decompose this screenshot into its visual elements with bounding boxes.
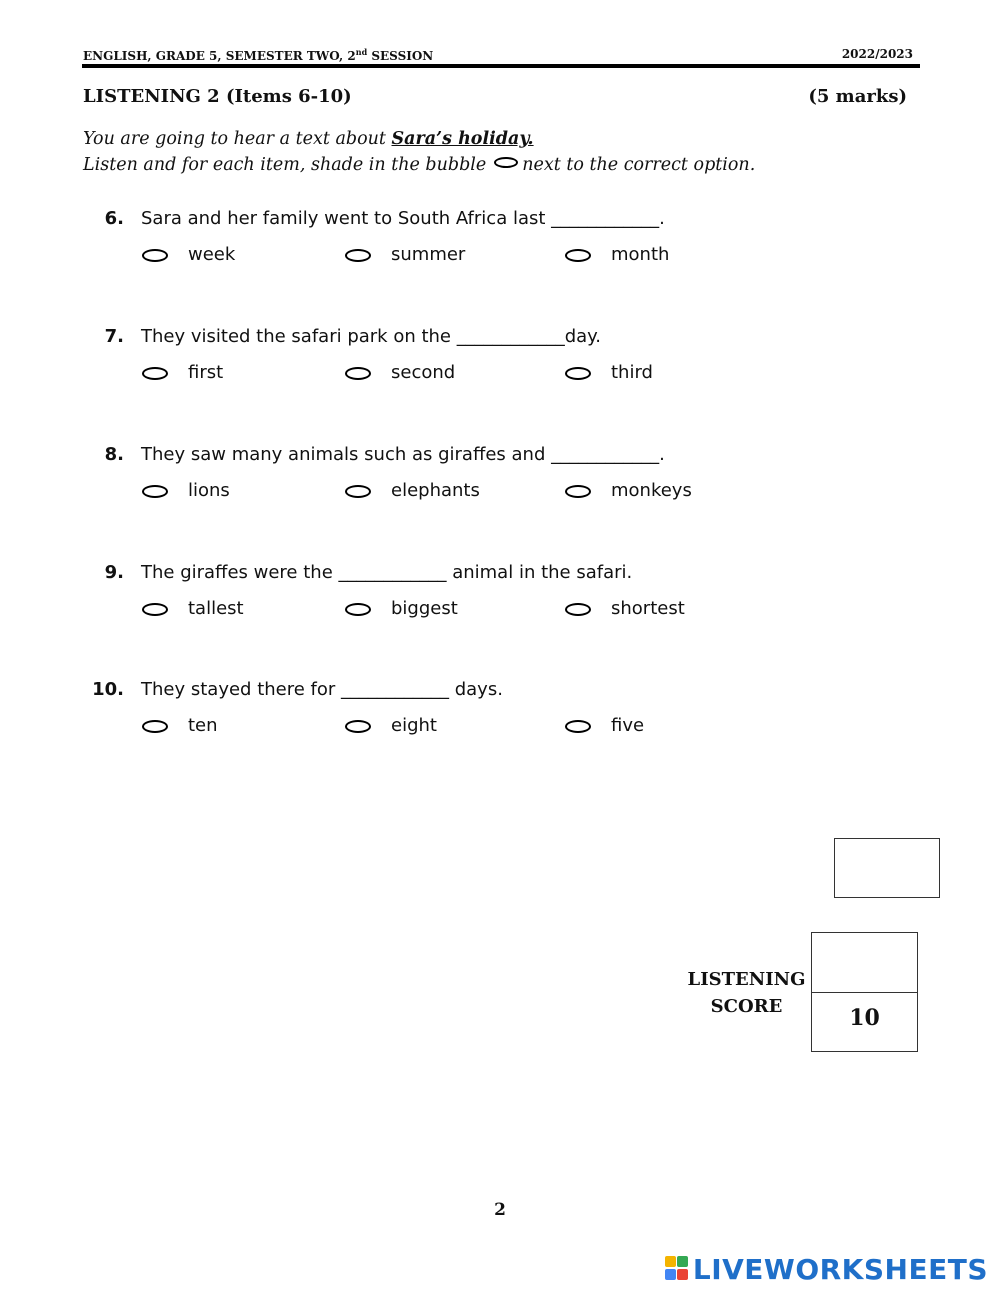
header-divider (82, 64, 920, 68)
question-item (0, 208, 1000, 278)
answer-bubble[interactable] (565, 485, 591, 498)
question-number: 7. (104, 326, 124, 347)
option-label: ten (188, 715, 218, 736)
option-label: shortest (611, 598, 685, 619)
answer-bubble[interactable] (345, 485, 371, 498)
question-text: They visited the safari park on the ____________day. (141, 326, 601, 347)
question-item (0, 326, 1000, 396)
section-title: LISTENING 2 (Items 6-10) (83, 86, 352, 107)
question-item (0, 444, 1000, 514)
score-input-cell[interactable] (812, 933, 917, 992)
liveworksheets-logo (665, 1252, 988, 1286)
topic-title: Sara’s holiday. (391, 129, 534, 149)
answer-bubble[interactable] (565, 249, 591, 262)
page-header-year: 2022/2023 (841, 47, 913, 61)
answer-bubble[interactable] (142, 367, 168, 380)
section-marks: (5 marks) (808, 86, 907, 107)
question-item (0, 679, 1000, 749)
question-text: They stayed there for ____________ days. (141, 679, 503, 700)
score-label: LISTENING SCORE (687, 969, 806, 1017)
question-item (0, 562, 1000, 632)
option-label: first (188, 362, 224, 383)
liveworksheets-logo-icon (665, 1256, 689, 1282)
question-text: The giraffes were the ____________ animal in the safari. (141, 562, 633, 583)
answer-bubble[interactable] (142, 720, 168, 733)
option-label: elephants (391, 480, 480, 501)
option-label: summer (391, 244, 466, 265)
answer-bubble[interactable] (565, 720, 591, 733)
answer-bubble[interactable] (142, 603, 168, 616)
answer-bubble[interactable] (565, 603, 591, 616)
bubble-example-icon (494, 157, 518, 168)
answer-bubble[interactable] (345, 720, 371, 733)
score-divider (812, 992, 917, 993)
answer-bubble[interactable] (345, 603, 371, 616)
option-label: third (611, 362, 653, 383)
page-header-title: ENGLISH, GRADE 5, SEMESTER TWO, 2nd SESSION (83, 47, 434, 63)
option-label: monkeys (611, 480, 692, 501)
instruction-line-1: You are going to hear a text about Sara’s holiday. (83, 129, 534, 149)
question-number: 8. (104, 444, 124, 465)
option-label: month (611, 244, 670, 265)
option-label: eight (391, 715, 437, 736)
instruction-line-2: Listen and for each item, shade in the bubble next to the correct option. (83, 155, 756, 175)
question-number: 9. (104, 562, 124, 583)
option-label: biggest (391, 598, 458, 619)
question-text: Sara and her family went to South Africa last ____________. (141, 208, 665, 229)
answer-input-box[interactable] (834, 838, 940, 898)
logo-text: LIVEWORKSHEETS (692, 1252, 988, 1286)
answer-bubble[interactable] (142, 249, 168, 262)
answer-bubble[interactable] (142, 485, 168, 498)
option-label: tallest (188, 598, 244, 619)
answer-bubble[interactable] (565, 367, 591, 380)
question-number: 10. (92, 679, 124, 700)
page-number: 2 (494, 1200, 506, 1220)
option-label: lions (188, 480, 230, 501)
question-text: They saw many animals such as giraffes and ____________. (141, 444, 665, 465)
score-total: 10 (849, 1005, 880, 1031)
answer-bubble[interactable] (345, 249, 371, 262)
option-label: second (391, 362, 456, 383)
option-label: five (611, 715, 645, 736)
answer-bubble[interactable] (345, 367, 371, 380)
score-box (811, 932, 918, 1052)
option-label: week (188, 244, 236, 265)
question-number: 6. (104, 208, 124, 229)
